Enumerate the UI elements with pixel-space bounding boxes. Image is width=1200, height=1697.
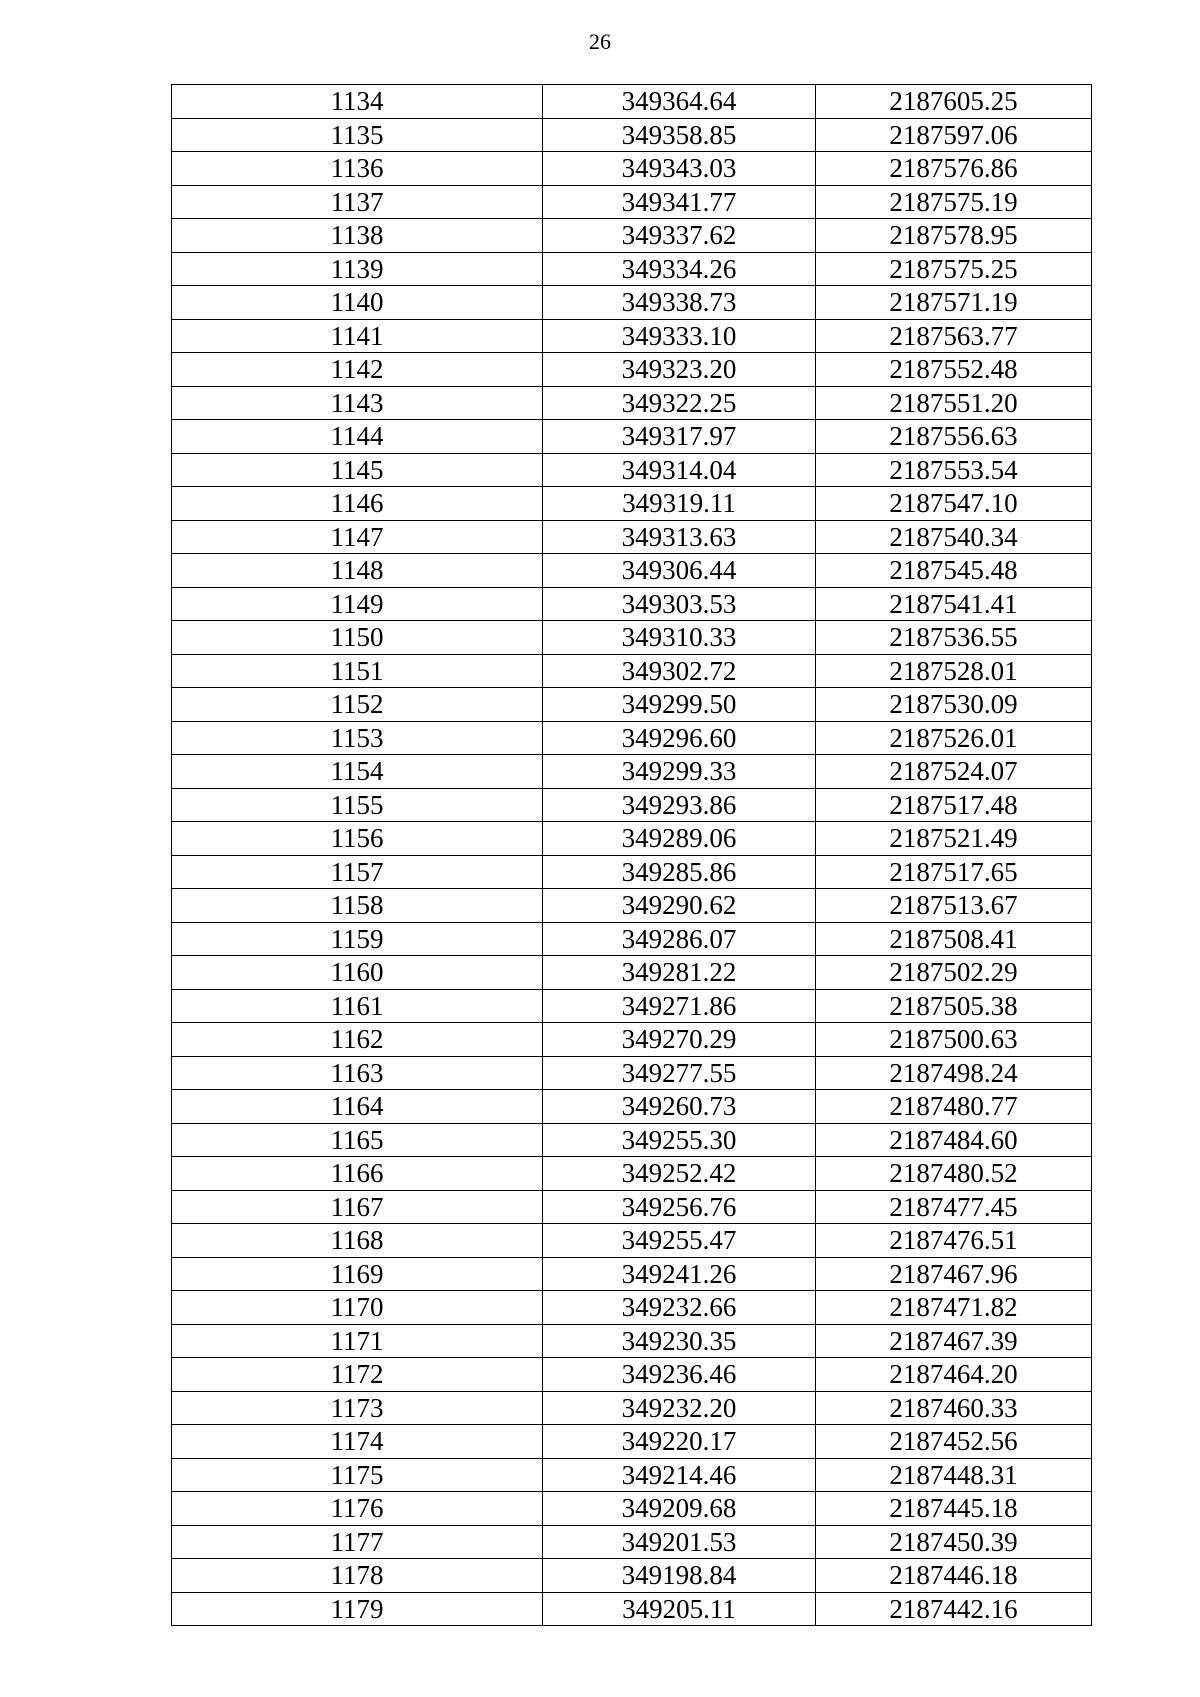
x-coordinate-cell: 349255.30 — [543, 1123, 816, 1157]
y-coordinate-cell: 2187464.20 — [816, 1358, 1092, 1392]
x-coordinate-cell: 349290.62 — [543, 889, 816, 923]
table-row — [172, 1458, 1092, 1492]
y-coordinate-cell: 2187517.65 — [816, 855, 1092, 889]
x-coordinate-cell: 349285.86 — [543, 855, 816, 889]
y-coordinate-cell: 2187528.01 — [816, 654, 1092, 688]
y-coordinate-cell: 2187445.18 — [816, 1492, 1092, 1526]
table-row — [172, 453, 1092, 487]
x-coordinate-cell: 349334.26 — [543, 252, 816, 286]
point-number-cell: 1150 — [172, 621, 543, 655]
point-number-cell: 1140 — [172, 286, 543, 320]
y-coordinate-cell: 2187480.52 — [816, 1157, 1092, 1191]
y-coordinate-cell: 2187508.41 — [816, 922, 1092, 956]
y-coordinate-cell: 2187460.33 — [816, 1391, 1092, 1425]
page-number: 26 — [589, 29, 611, 54]
table-row — [172, 1559, 1092, 1593]
x-coordinate-cell: 349306.44 — [543, 554, 816, 588]
y-coordinate-cell: 2187530.09 — [816, 688, 1092, 722]
y-coordinate-cell: 2187597.06 — [816, 118, 1092, 152]
x-coordinate-cell: 349296.60 — [543, 721, 816, 755]
x-coordinate-cell: 349303.53 — [543, 587, 816, 621]
table-row — [172, 822, 1092, 856]
point-number-cell: 1166 — [172, 1157, 543, 1191]
table-row — [172, 319, 1092, 353]
table-row — [172, 1592, 1092, 1626]
y-coordinate-cell: 2187442.16 — [816, 1592, 1092, 1626]
y-coordinate-cell: 2187547.10 — [816, 487, 1092, 521]
point-number-cell: 1155 — [172, 788, 543, 822]
table-row — [172, 420, 1092, 454]
y-coordinate-cell: 2187556.63 — [816, 420, 1092, 454]
table-row — [172, 721, 1092, 755]
point-number-cell: 1159 — [172, 922, 543, 956]
point-number-cell: 1136 — [172, 152, 543, 186]
point-number-cell: 1142 — [172, 353, 543, 387]
y-coordinate-cell: 2187471.82 — [816, 1291, 1092, 1325]
y-coordinate-cell: 2187477.45 — [816, 1190, 1092, 1224]
table-row — [172, 1123, 1092, 1157]
table-row — [172, 1023, 1092, 1057]
y-coordinate-cell: 2187526.01 — [816, 721, 1092, 755]
y-coordinate-cell: 2187521.49 — [816, 822, 1092, 856]
x-coordinate-cell: 349205.11 — [543, 1592, 816, 1626]
table-row — [172, 487, 1092, 521]
x-coordinate-cell: 349341.77 — [543, 185, 816, 219]
table-row — [172, 1190, 1092, 1224]
x-coordinate-cell: 349323.20 — [543, 353, 816, 387]
x-coordinate-cell: 349358.85 — [543, 118, 816, 152]
x-coordinate-cell: 349198.84 — [543, 1559, 816, 1593]
x-coordinate-cell: 349333.10 — [543, 319, 816, 353]
table-row — [172, 1157, 1092, 1191]
x-coordinate-cell: 349314.04 — [543, 453, 816, 487]
x-coordinate-cell: 349214.46 — [543, 1458, 816, 1492]
x-coordinate-cell: 349289.06 — [543, 822, 816, 856]
x-coordinate-cell: 349256.76 — [543, 1190, 816, 1224]
point-number-cell: 1176 — [172, 1492, 543, 1526]
coordinates-table-body — [172, 85, 1092, 1626]
y-coordinate-cell: 2187450.39 — [816, 1525, 1092, 1559]
point-number-cell: 1158 — [172, 889, 543, 923]
y-coordinate-cell: 2187502.29 — [816, 956, 1092, 990]
point-number-cell: 1179 — [172, 1592, 543, 1626]
x-coordinate-cell: 349338.73 — [543, 286, 816, 320]
x-coordinate-cell: 349302.72 — [543, 654, 816, 688]
x-coordinate-cell: 349201.53 — [543, 1525, 816, 1559]
x-coordinate-cell: 349281.22 — [543, 956, 816, 990]
point-number-cell: 1153 — [172, 721, 543, 755]
y-coordinate-cell: 2187540.34 — [816, 520, 1092, 554]
point-number-cell: 1134 — [172, 85, 543, 119]
y-coordinate-cell: 2187576.86 — [816, 152, 1092, 186]
table-row — [172, 286, 1092, 320]
table-row — [172, 1391, 1092, 1425]
table-row — [172, 989, 1092, 1023]
y-coordinate-cell: 2187551.20 — [816, 386, 1092, 420]
table-row — [172, 1324, 1092, 1358]
x-coordinate-cell: 349310.33 — [543, 621, 816, 655]
table-row — [172, 922, 1092, 956]
x-coordinate-cell: 349232.20 — [543, 1391, 816, 1425]
x-coordinate-cell: 349299.33 — [543, 755, 816, 789]
point-number-cell: 1154 — [172, 755, 543, 789]
y-coordinate-cell: 2187605.25 — [816, 85, 1092, 119]
x-coordinate-cell: 349319.11 — [543, 487, 816, 521]
y-coordinate-cell: 2187446.18 — [816, 1559, 1092, 1593]
x-coordinate-cell: 349232.66 — [543, 1291, 816, 1325]
y-coordinate-cell: 2187545.48 — [816, 554, 1092, 588]
x-coordinate-cell: 349241.26 — [543, 1257, 816, 1291]
y-coordinate-cell: 2187571.19 — [816, 286, 1092, 320]
table-row — [172, 621, 1092, 655]
point-number-cell: 1149 — [172, 587, 543, 621]
y-coordinate-cell: 2187467.96 — [816, 1257, 1092, 1291]
point-number-cell: 1144 — [172, 420, 543, 454]
x-coordinate-cell: 349277.55 — [543, 1056, 816, 1090]
point-number-cell: 1152 — [172, 688, 543, 722]
point-number-cell: 1168 — [172, 1224, 543, 1258]
table-row — [172, 1090, 1092, 1124]
x-coordinate-cell: 349230.35 — [543, 1324, 816, 1358]
table-row — [172, 1358, 1092, 1392]
point-number-cell: 1177 — [172, 1525, 543, 1559]
point-number-cell: 1171 — [172, 1324, 543, 1358]
table-row — [172, 587, 1092, 621]
y-coordinate-cell: 2187505.38 — [816, 989, 1092, 1023]
x-coordinate-cell: 349364.64 — [543, 85, 816, 119]
table-row — [172, 386, 1092, 420]
point-number-cell: 1162 — [172, 1023, 543, 1057]
point-number-cell: 1146 — [172, 487, 543, 521]
x-coordinate-cell: 349209.68 — [543, 1492, 816, 1526]
table-row — [172, 554, 1092, 588]
table-row — [172, 889, 1092, 923]
y-coordinate-cell: 2187552.48 — [816, 353, 1092, 387]
point-number-cell: 1178 — [172, 1559, 543, 1593]
table-row — [172, 788, 1092, 822]
x-coordinate-cell: 349286.07 — [543, 922, 816, 956]
y-coordinate-cell: 2187575.19 — [816, 185, 1092, 219]
table-row — [172, 353, 1092, 387]
point-number-cell: 1172 — [172, 1358, 543, 1392]
y-coordinate-cell: 2187452.56 — [816, 1425, 1092, 1459]
point-number-cell: 1174 — [172, 1425, 543, 1459]
point-number-cell: 1135 — [172, 118, 543, 152]
table-row — [172, 755, 1092, 789]
y-coordinate-cell: 2187448.31 — [816, 1458, 1092, 1492]
table-row — [172, 855, 1092, 889]
y-coordinate-cell: 2187513.67 — [816, 889, 1092, 923]
table-row — [172, 520, 1092, 554]
point-number-cell: 1148 — [172, 554, 543, 588]
table-row — [172, 1224, 1092, 1258]
table-row — [172, 152, 1092, 186]
point-number-cell: 1157 — [172, 855, 543, 889]
table-row — [172, 219, 1092, 253]
point-number-cell: 1147 — [172, 520, 543, 554]
x-coordinate-cell: 349260.73 — [543, 1090, 816, 1124]
table-row — [172, 688, 1092, 722]
table-row — [172, 1257, 1092, 1291]
table-row — [172, 1492, 1092, 1526]
y-coordinate-cell: 2187484.60 — [816, 1123, 1092, 1157]
table-row — [172, 1425, 1092, 1459]
y-coordinate-cell: 2187575.25 — [816, 252, 1092, 286]
point-number-cell: 1143 — [172, 386, 543, 420]
table-row — [172, 1291, 1092, 1325]
y-coordinate-cell: 2187517.48 — [816, 788, 1092, 822]
point-number-cell: 1164 — [172, 1090, 543, 1124]
point-number-cell: 1145 — [172, 453, 543, 487]
point-number-cell: 1160 — [172, 956, 543, 990]
table-row — [172, 85, 1092, 119]
y-coordinate-cell: 2187476.51 — [816, 1224, 1092, 1258]
x-coordinate-cell: 349236.46 — [543, 1358, 816, 1392]
table-row — [172, 956, 1092, 990]
x-coordinate-cell: 349220.17 — [543, 1425, 816, 1459]
point-number-cell: 1137 — [172, 185, 543, 219]
y-coordinate-cell: 2187524.07 — [816, 755, 1092, 789]
point-number-cell: 1165 — [172, 1123, 543, 1157]
x-coordinate-cell: 349255.47 — [543, 1224, 816, 1258]
point-number-cell: 1167 — [172, 1190, 543, 1224]
y-coordinate-cell: 2187536.55 — [816, 621, 1092, 655]
y-coordinate-cell: 2187541.41 — [816, 587, 1092, 621]
x-coordinate-cell: 349317.97 — [543, 420, 816, 454]
table-row — [172, 252, 1092, 286]
x-coordinate-cell: 349313.63 — [543, 520, 816, 554]
point-number-cell: 1170 — [172, 1291, 543, 1325]
point-number-cell: 1151 — [172, 654, 543, 688]
y-coordinate-cell: 2187553.54 — [816, 453, 1092, 487]
point-number-cell: 1175 — [172, 1458, 543, 1492]
point-number-cell: 1163 — [172, 1056, 543, 1090]
table-row — [172, 654, 1092, 688]
y-coordinate-cell: 2187578.95 — [816, 219, 1092, 253]
x-coordinate-cell: 349270.29 — [543, 1023, 816, 1057]
coordinates-table — [171, 84, 1092, 1626]
y-coordinate-cell: 2187480.77 — [816, 1090, 1092, 1124]
y-coordinate-cell: 2187500.63 — [816, 1023, 1092, 1057]
point-number-cell: 1173 — [172, 1391, 543, 1425]
y-coordinate-cell: 2187563.77 — [816, 319, 1092, 353]
point-number-cell: 1169 — [172, 1257, 543, 1291]
table-row — [172, 1525, 1092, 1559]
x-coordinate-cell: 349337.62 — [543, 219, 816, 253]
point-number-cell: 1139 — [172, 252, 543, 286]
x-coordinate-cell: 349343.03 — [543, 152, 816, 186]
x-coordinate-cell: 349271.86 — [543, 989, 816, 1023]
point-number-cell: 1141 — [172, 319, 543, 353]
point-number-cell: 1161 — [172, 989, 543, 1023]
table-row — [172, 185, 1092, 219]
y-coordinate-cell: 2187498.24 — [816, 1056, 1092, 1090]
point-number-cell: 1156 — [172, 822, 543, 856]
x-coordinate-cell: 349322.25 — [543, 386, 816, 420]
point-number-cell: 1138 — [172, 219, 543, 253]
x-coordinate-cell: 349299.50 — [543, 688, 816, 722]
x-coordinate-cell: 349293.86 — [543, 788, 816, 822]
x-coordinate-cell: 349252.42 — [543, 1157, 816, 1191]
y-coordinate-cell: 2187467.39 — [816, 1324, 1092, 1358]
table-row — [172, 118, 1092, 152]
table-row — [172, 1056, 1092, 1090]
